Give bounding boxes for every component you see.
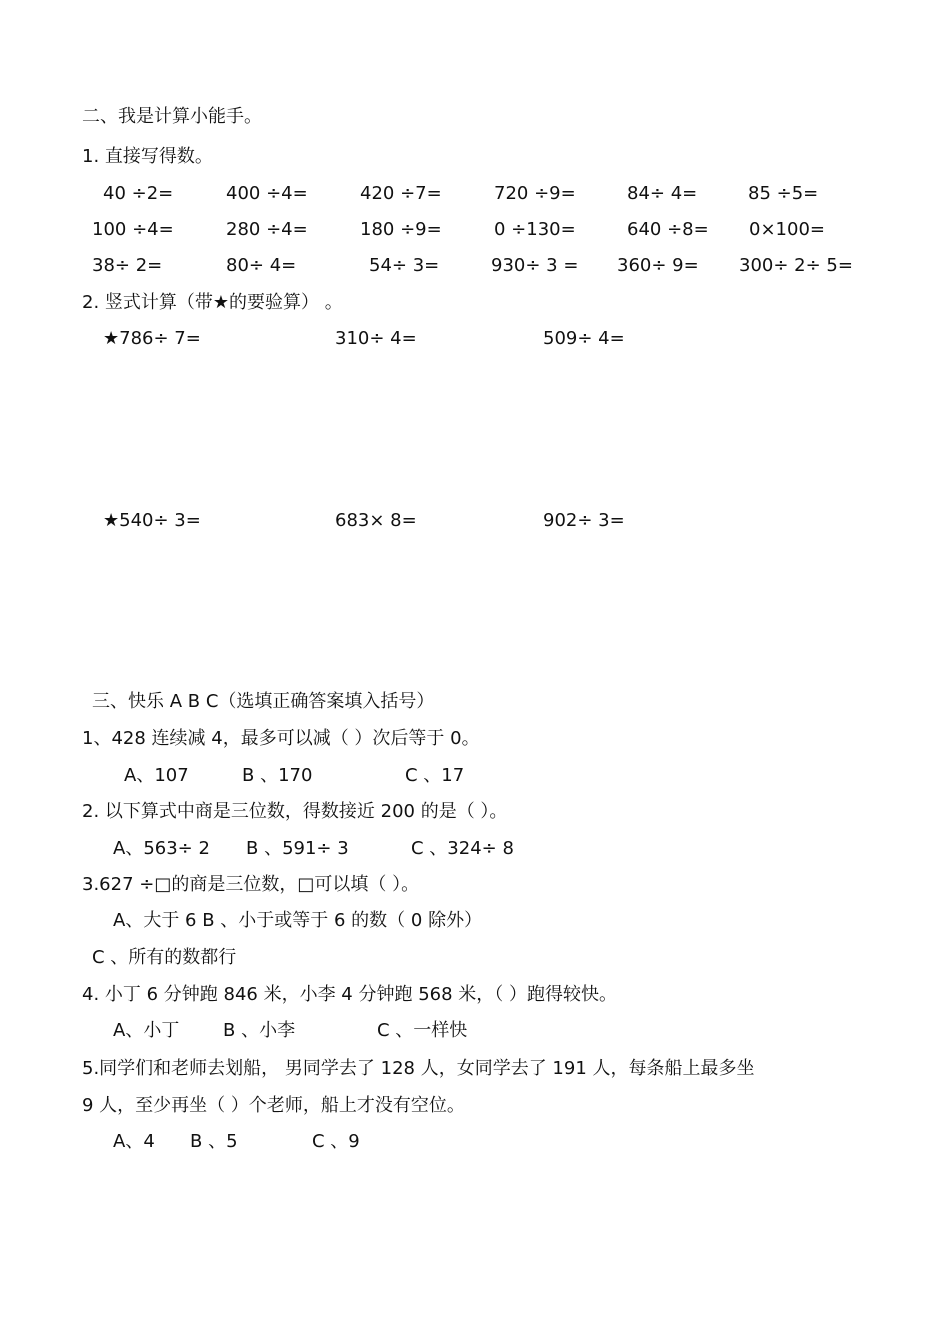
mental-calc-item: 38÷ 2= xyxy=(92,255,163,276)
vertical-calc-item: 902÷ 3= xyxy=(543,510,625,531)
option-b: B 、591÷ 3 xyxy=(246,838,349,859)
option-b: B 、5 xyxy=(190,1131,238,1152)
q1-heading: 1. 直接写得数。 xyxy=(82,146,213,167)
mental-calc-item: 300÷ 2÷ 5= xyxy=(739,255,853,276)
section2-title: 二、我是计算小能手。 xyxy=(82,106,262,127)
option-c: C 、17 xyxy=(405,765,465,786)
mental-calc-item: 360÷ 9= xyxy=(617,255,699,276)
option-a: A、563÷ 2 xyxy=(113,838,210,859)
mental-calc-item: 84÷ 4= xyxy=(627,183,698,204)
option-c: C 、9 xyxy=(312,1131,360,1152)
mental-calc-item: 0 ÷130= xyxy=(494,219,576,240)
vertical-calc-item: 509÷ 4= xyxy=(543,328,625,349)
vertical-calc-item: ★540÷ 3= xyxy=(103,510,201,531)
mental-calc-item: 40 ÷2= xyxy=(103,183,174,204)
mc-question-5-line1: 5.同学们和老师去划船， 男同学去了 128 人，女同学去了 191 人，每条船上最多坐 xyxy=(82,1058,755,1079)
mental-calc-item: 80÷ 4= xyxy=(226,255,297,276)
option-a-b: A、大于 6 B 、小于或等于 6 的数（ 0 除外） xyxy=(113,910,483,931)
section3-title: 三、快乐 A B C（选填正确答案填入括号） xyxy=(92,691,435,712)
option-a: A、小丁 xyxy=(113,1020,180,1041)
mental-calc-item: 0×100= xyxy=(749,219,825,240)
mc-question-1: 1、428 连续减 4，最多可以减（ ）次后等于 0。 xyxy=(82,728,480,749)
option-c: C 、所有的数都行 xyxy=(92,947,237,968)
mental-calc-item: 100 ÷4= xyxy=(92,219,174,240)
mental-calc-item: 720 ÷9= xyxy=(494,183,576,204)
mental-calc-item: 640 ÷8= xyxy=(627,219,709,240)
mc-question-2: 2. 以下算式中商是三位数，得数接近 200 的是（ ）。 xyxy=(82,801,508,822)
mental-calc-item: 85 ÷5= xyxy=(748,183,819,204)
mc-question-5-line2: 9 人，至少再坐（ ）个老师，船上才没有空位。 xyxy=(82,1095,465,1116)
mental-calc-item: 280 ÷4= xyxy=(226,219,308,240)
vertical-calc-item: 683× 8= xyxy=(335,510,417,531)
vertical-calc-item: ★786÷ 7= xyxy=(103,328,201,349)
mental-calc-item: 420 ÷7= xyxy=(360,183,442,204)
q2-heading: 2. 竖式计算（带★的要验算） 。 xyxy=(82,292,343,313)
mental-calc-item: 180 ÷9= xyxy=(360,219,442,240)
option-a: A、4 xyxy=(113,1131,155,1152)
mental-calc-item: 54÷ 3= xyxy=(369,255,440,276)
mc-question-3: 3.627 ÷□的商是三位数，□可以填（ ）。 xyxy=(82,874,420,895)
vertical-calc-item: 310÷ 4= xyxy=(335,328,417,349)
option-c: C 、324÷ 8 xyxy=(411,838,514,859)
option-a: A、107 xyxy=(124,765,189,786)
option-c: C 、一样快 xyxy=(377,1020,468,1041)
option-b: B 、170 xyxy=(242,765,313,786)
mental-calc-item: 930÷ 3 = xyxy=(491,255,579,276)
mc-question-4: 4. 小丁 6 分钟跑 846 米，小李 4 分钟跑 568 米，（ ）跑得较快。 xyxy=(82,984,618,1005)
mental-calc-item: 400 ÷4= xyxy=(226,183,308,204)
option-b: B 、小李 xyxy=(223,1020,296,1041)
